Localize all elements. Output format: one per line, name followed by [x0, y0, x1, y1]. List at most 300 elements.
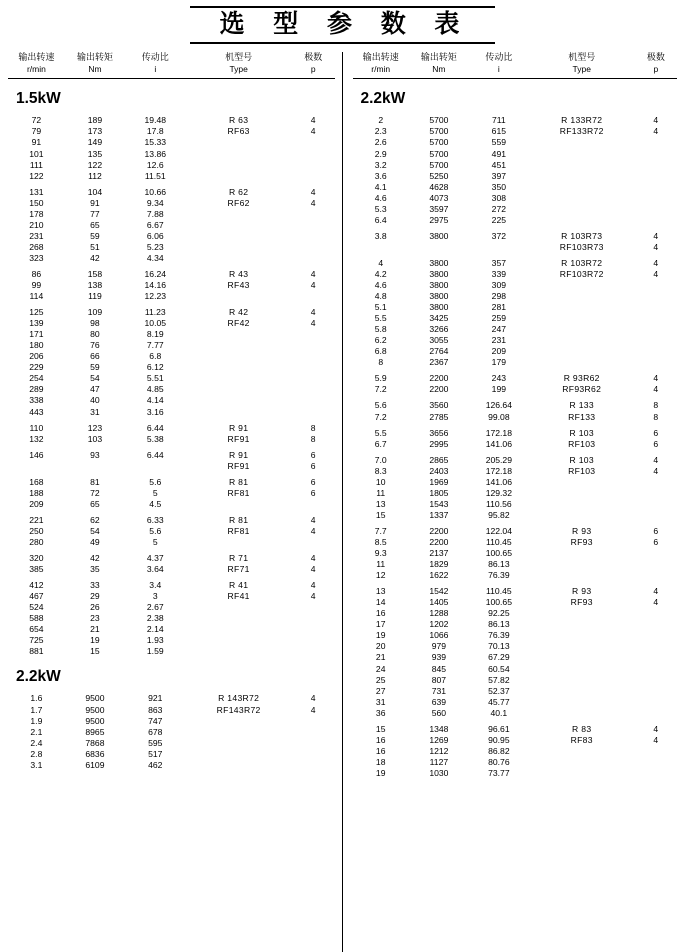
cell-output-torque: 1805 [429, 487, 449, 498]
cell-poles [635, 335, 677, 346]
cell-output-torque: 3560 [429, 400, 449, 411]
cell-poles: 4 [310, 268, 316, 279]
cell-type: RF93R62 [562, 384, 602, 395]
cell-output-torque: 76 [90, 340, 100, 351]
cell-poles [635, 302, 677, 313]
table-row [353, 193, 678, 204]
cell-type: RF103 [568, 465, 596, 476]
cell-output-torque: 3800 [429, 280, 449, 291]
cell-ratio: 10.05 [144, 318, 167, 329]
cell-output-speed: 280 [29, 537, 44, 547]
cell-poles: 6 [653, 438, 659, 449]
table-row [8, 407, 335, 418]
cell-type: RF41 [227, 591, 250, 602]
cell-type: RF71 [227, 564, 250, 575]
cell-output-speed [353, 242, 409, 253]
table-row [8, 171, 335, 182]
cell-output-speed: 21 [375, 652, 386, 663]
cell-output-torque: 2975 [429, 214, 449, 225]
cell-output-torque: 3597 [429, 203, 449, 214]
cell-type [185, 716, 291, 727]
cell-output-speed: 5.8 [374, 324, 387, 335]
cell-output-torque: 23 [90, 613, 100, 624]
cell-output-torque: 149 [87, 137, 103, 148]
cell-poles [635, 664, 677, 675]
cell-type [529, 280, 635, 291]
cell-output-speed: 4.1 [374, 181, 387, 192]
cell-output-torque: 979 [431, 641, 447, 652]
cell-poles [635, 499, 677, 510]
cell-output-speed: 91 [31, 137, 42, 148]
cell-output-speed: 229 [29, 362, 44, 373]
table-row [8, 450, 335, 461]
cell-output-speed: 2.1 [30, 726, 43, 737]
cell-output-torque: 5700 [429, 159, 449, 170]
cell-poles [292, 351, 335, 362]
cell-ratio: 451 [491, 159, 507, 170]
cell-ratio: 281 [491, 302, 507, 313]
cell-ratio: 4.5 [149, 498, 162, 509]
cell-poles: 6 [310, 487, 316, 498]
cell-output-speed: 2.9 [374, 148, 387, 159]
cell-poles [635, 708, 677, 719]
cell-type [529, 160, 635, 171]
cell-type [529, 499, 635, 510]
cell-output-speed: 7.2 [374, 384, 387, 395]
cell-poles: 4 [653, 597, 659, 608]
cell-output-speed: 289 [29, 384, 44, 395]
cell-poles [292, 384, 335, 395]
cell-output-torque: 119 [88, 291, 102, 302]
cell-poles [292, 137, 335, 148]
table-row [353, 708, 678, 719]
cell-type: R 63 [228, 115, 249, 126]
cell-ratio: 1.59 [146, 646, 164, 657]
cell-type [185, 362, 291, 373]
cell-poles: 8 [310, 422, 316, 433]
cell-poles [635, 510, 677, 521]
cell-ratio: 5.6 [149, 525, 162, 536]
page-title-wrap [8, 0, 677, 44]
cell-output-speed: 110 [29, 422, 44, 433]
table-row [353, 757, 678, 768]
table-row [353, 664, 678, 675]
cell-poles [635, 215, 677, 226]
cell-ratio: 308 [491, 192, 507, 203]
cell-poles: 4 [310, 591, 316, 602]
cell-type [529, 215, 635, 226]
cell-ratio: 5 [152, 487, 158, 498]
cell-ratio: 70.13 [488, 641, 510, 652]
cell-output-torque: 2200 [429, 537, 449, 547]
header-torque-cn: 输出转矩 [76, 52, 113, 63]
cell-poles [292, 602, 335, 613]
cell-ratio: 5.6 [149, 476, 162, 487]
cell-output-speed: 2.3 [374, 126, 387, 137]
right-column [343, 52, 678, 952]
cell-type [185, 231, 291, 242]
cell-output-torque: 135 [87, 148, 103, 159]
table-row [8, 646, 335, 657]
cell-output-torque: 3800 [429, 291, 449, 302]
cell-ratio: 595 [148, 737, 163, 748]
cell-type: R 103 [569, 454, 594, 465]
cell-poles [635, 137, 677, 148]
left-column-body [8, 90, 335, 770]
cell-ratio: 9.34 [146, 197, 164, 208]
cell-poles [292, 407, 335, 418]
cell-output-torque: 54 [90, 373, 100, 384]
cell-type [185, 340, 291, 351]
table-row [8, 499, 335, 510]
cell-type [185, 351, 291, 362]
cell-output-torque: 33 [90, 580, 100, 591]
left-column [8, 52, 343, 952]
cell-poles: 6 [310, 460, 316, 471]
cell-ratio: 397 [491, 170, 507, 181]
cell-output-speed: 1.9 [30, 715, 43, 726]
cell-output-torque [65, 461, 125, 472]
cell-type [529, 641, 635, 652]
cell-ratio: 11.23 [144, 307, 166, 318]
cell-type [529, 548, 635, 559]
cell-output-torque: 2200 [429, 525, 449, 536]
cell-output-torque: 731 [431, 685, 447, 696]
cell-output-torque: 560 [431, 707, 447, 718]
cell-type: R 103R72 [561, 257, 603, 268]
cell-poles: 4 [310, 553, 316, 564]
table-row [8, 149, 335, 160]
section-heading: 1.5kW [16, 90, 61, 108]
cell-ratio: 205.29 [485, 454, 512, 465]
cell-output-speed: 101 [29, 148, 44, 159]
cell-output-speed: 15 [375, 723, 386, 734]
cell-output-speed: 16 [375, 734, 386, 745]
cell-ratio: 272 [491, 203, 507, 214]
right-header-rule [353, 78, 678, 79]
table-row [353, 537, 678, 548]
table-row [353, 570, 678, 581]
cell-type [529, 324, 635, 335]
cell-ratio: 517 [148, 748, 163, 759]
cell-output-torque: 1269 [429, 734, 449, 745]
cell-poles [635, 160, 677, 171]
table-row [353, 335, 678, 346]
cell-poles [292, 231, 335, 242]
cell-ratio: 2.67 [146, 602, 164, 613]
cell-ratio: 141.06 [485, 438, 512, 449]
cell-ratio: 863 [148, 704, 163, 715]
cell-type [185, 760, 291, 771]
cell-type [529, 193, 635, 204]
cell-poles [635, 204, 677, 215]
cell-ratio: 5.38 [146, 433, 164, 444]
cell-poles: 4 [653, 384, 659, 395]
cell-type [529, 477, 635, 488]
cell-ratio: 86.13 [488, 619, 510, 630]
table-row [353, 428, 678, 439]
cell-type: R 83 [572, 723, 592, 734]
cell-type: RF103R72 [559, 268, 604, 279]
cell-output-torque: 1829 [429, 559, 449, 570]
cell-poles [635, 149, 677, 160]
table-row [353, 160, 678, 171]
table-row [8, 602, 335, 613]
cell-poles [635, 652, 677, 663]
header-ratio-cn: 传动比 [141, 52, 169, 63]
table-row [8, 705, 335, 716]
cell-ratio: 357 [491, 257, 507, 268]
cell-type [185, 209, 291, 220]
cell-output-torque: 26 [90, 602, 100, 613]
cell-poles: 4 [310, 514, 316, 525]
table-row [8, 280, 335, 291]
cell-output-torque: 9500 [85, 715, 105, 726]
table-row [353, 302, 678, 313]
cell-type: RF93 [570, 597, 593, 608]
table-row [353, 746, 678, 757]
header-type-cn: 机型号 [568, 52, 596, 63]
cell-output-speed: 168 [29, 476, 44, 487]
cell-poles: 8 [653, 411, 659, 422]
cell-poles: 4 [653, 257, 659, 268]
cell-poles: 6 [310, 476, 316, 487]
cell-output-torque: 1969 [429, 476, 449, 487]
table-row [353, 280, 678, 291]
cell-poles: 4 [310, 318, 316, 329]
table-row [8, 477, 335, 488]
table-row [8, 340, 335, 351]
cell-type [529, 171, 635, 182]
cell-output-speed: 18 [375, 756, 386, 767]
cell-type: R 81 [228, 476, 249, 487]
cell-poles [292, 395, 335, 406]
cell-type: RF63 [227, 126, 250, 137]
cell-type [185, 646, 291, 657]
cell-output-torque: 3800 [429, 257, 449, 268]
cell-type [529, 204, 635, 215]
cell-output-torque: 49 [90, 537, 100, 547]
table-row [353, 384, 678, 395]
cell-ratio: 3.4 [149, 580, 162, 591]
cell-output-speed: 3.6 [374, 170, 387, 181]
cell-type [529, 746, 635, 757]
cell-output-speed: 1.7 [30, 704, 43, 715]
cell-output-speed: 588 [29, 613, 44, 624]
cell-output-speed: 125 [29, 307, 44, 318]
left-column-header [8, 52, 335, 76]
cell-type [529, 291, 635, 302]
cell-type: R 81 [228, 514, 249, 525]
cell-poles [635, 686, 677, 697]
cell-poles: 4 [310, 580, 316, 591]
cell-type [529, 697, 635, 708]
table-row [353, 149, 678, 160]
cell-poles [292, 362, 335, 373]
cell-type: RF143R72 [216, 704, 261, 715]
cell-output-torque: 1405 [429, 597, 449, 608]
table-row [8, 329, 335, 340]
cell-poles [635, 357, 677, 368]
table-row [8, 362, 335, 373]
cell-ratio: 225 [491, 214, 507, 225]
table-row [353, 215, 678, 226]
cell-poles [292, 253, 335, 264]
table-row [8, 693, 335, 704]
cell-output-torque: 122 [87, 159, 103, 170]
cell-poles [292, 373, 335, 384]
table-row [353, 126, 678, 137]
cell-output-torque: 9500 [85, 693, 105, 704]
cell-type: R 41 [228, 580, 249, 591]
cell-poles: 4 [310, 525, 316, 536]
cell-output-speed: 31 [375, 696, 386, 707]
cell-ratio: 76.39 [488, 570, 510, 581]
cell-type: RF91 [227, 433, 250, 444]
table-row [8, 137, 335, 148]
cell-output-speed: 320 [29, 553, 44, 564]
cell-output-speed: 15 [375, 509, 386, 520]
table-row [8, 434, 335, 445]
cell-output-speed: 146 [29, 449, 44, 460]
cell-output-torque: 639 [431, 696, 447, 707]
cell-output-speed: 524 [29, 602, 44, 613]
cell-poles: 4 [653, 230, 659, 241]
cell-output-torque: 173 [87, 126, 103, 137]
header-ratio-cn: 传动比 [485, 52, 513, 63]
cell-output-speed: 3.8 [374, 230, 387, 241]
table-row [353, 291, 678, 302]
cell-output-speed: 7.0 [374, 454, 387, 465]
table-row [8, 635, 335, 646]
cell-poles [292, 242, 335, 253]
cell-type [529, 652, 635, 663]
cell-poles [292, 499, 335, 510]
cell-output-torque: 29 [90, 591, 100, 602]
cell-ratio: 6.44 [146, 422, 164, 433]
cell-output-torque: 2137 [429, 548, 449, 559]
cell-type [529, 570, 635, 581]
cell-output-torque: 2785 [429, 411, 449, 422]
cell-poles [635, 280, 677, 291]
cell-output-speed: 221 [29, 514, 44, 525]
table-row [353, 597, 678, 608]
table-row [353, 724, 678, 735]
spec-table [353, 115, 678, 779]
cell-output-torque: 3656 [429, 427, 449, 438]
cell-output-torque: 1542 [429, 586, 449, 597]
cell-output-speed: 250 [29, 525, 44, 536]
cell-type [529, 708, 635, 719]
table-row [353, 204, 678, 215]
header-speed-cn: 输出转速 [18, 52, 55, 63]
cell-output-torque: 1030 [429, 767, 449, 778]
cell-output-speed: 11 [376, 487, 386, 498]
cell-output-torque: 845 [431, 663, 447, 674]
cell-output-speed: 210 [29, 219, 44, 230]
cell-poles [292, 624, 335, 635]
cell-output-torque: 98 [90, 318, 100, 329]
cell-type [185, 602, 291, 613]
cell-output-torque: 93 [90, 449, 100, 460]
cell-output-speed: 254 [29, 373, 44, 384]
cell-output-speed: 323 [29, 252, 44, 263]
cell-output-torque: 5700 [429, 115, 449, 126]
cell-output-speed: 2.4 [30, 737, 43, 748]
cell-type [529, 488, 635, 499]
cell-poles: 4 [310, 197, 316, 208]
table-row [353, 182, 678, 193]
cell-output-speed: 14 [375, 597, 386, 608]
cell-output-torque: 2865 [429, 454, 449, 465]
cell-type: R 93 [572, 525, 592, 536]
cell-type: RF93 [570, 537, 593, 547]
cell-output-speed: 7.7 [374, 525, 387, 536]
cell-output-speed: 412 [29, 580, 44, 591]
cell-output-torque: 4628 [429, 181, 449, 192]
cell-output-speed: 188 [29, 487, 44, 498]
cell-output-speed: 6.4 [374, 214, 387, 225]
cell-poles [292, 149, 335, 160]
cell-output-speed: 122 [29, 170, 44, 181]
cell-output-torque: 5700 [429, 137, 449, 148]
cell-poles: 4 [653, 723, 659, 734]
cell-ratio: 747 [148, 715, 163, 726]
cell-output-torque: 7868 [85, 737, 105, 748]
table-row [8, 716, 335, 727]
cell-poles [635, 697, 677, 708]
cell-ratio: 80.76 [488, 756, 510, 767]
cell-ratio: 5 [152, 537, 158, 547]
cell-ratio: 372 [491, 230, 507, 241]
cell-output-torque: 189 [87, 115, 103, 126]
cell-ratio: 6.67 [146, 219, 164, 230]
cell-type [185, 220, 291, 231]
cell-type: R 133 [569, 400, 594, 411]
cell-output-torque: 1127 [429, 756, 449, 767]
cell-ratio: 95.82 [488, 509, 510, 520]
table-row [353, 608, 678, 619]
cell-type [529, 559, 635, 570]
cell-output-speed: 24 [375, 663, 386, 674]
cell-type [185, 329, 291, 340]
cell-poles: 4 [310, 126, 316, 137]
cell-output-torque: 2200 [429, 384, 449, 395]
cell-ratio: 6.12 [146, 362, 164, 373]
cell-output-speed: 6.8 [374, 346, 387, 357]
cell-ratio: 110.45 [486, 537, 512, 547]
cell-type [185, 613, 291, 624]
cell-ratio: 2.38 [146, 613, 164, 624]
cell-type [185, 160, 291, 171]
cell-poles: 4 [653, 268, 659, 279]
cell-ratio: 921 [148, 693, 163, 704]
table-row [353, 499, 678, 510]
cell-ratio: 96.61 [488, 723, 510, 734]
cell-type: R 143R72 [218, 693, 260, 704]
cell-output-torque: 2200 [429, 373, 449, 384]
cell-type [529, 686, 635, 697]
table-row [353, 477, 678, 488]
table-row [8, 126, 335, 137]
cell-output-speed: 5.3 [374, 203, 387, 214]
cell-output-torque: 3055 [429, 335, 449, 346]
two-column-layout [8, 52, 677, 952]
left-header-rule [8, 78, 335, 79]
header-poles-cn: 极数 [304, 52, 323, 63]
cell-type [185, 291, 291, 302]
cell-output-speed: 10 [375, 476, 386, 487]
